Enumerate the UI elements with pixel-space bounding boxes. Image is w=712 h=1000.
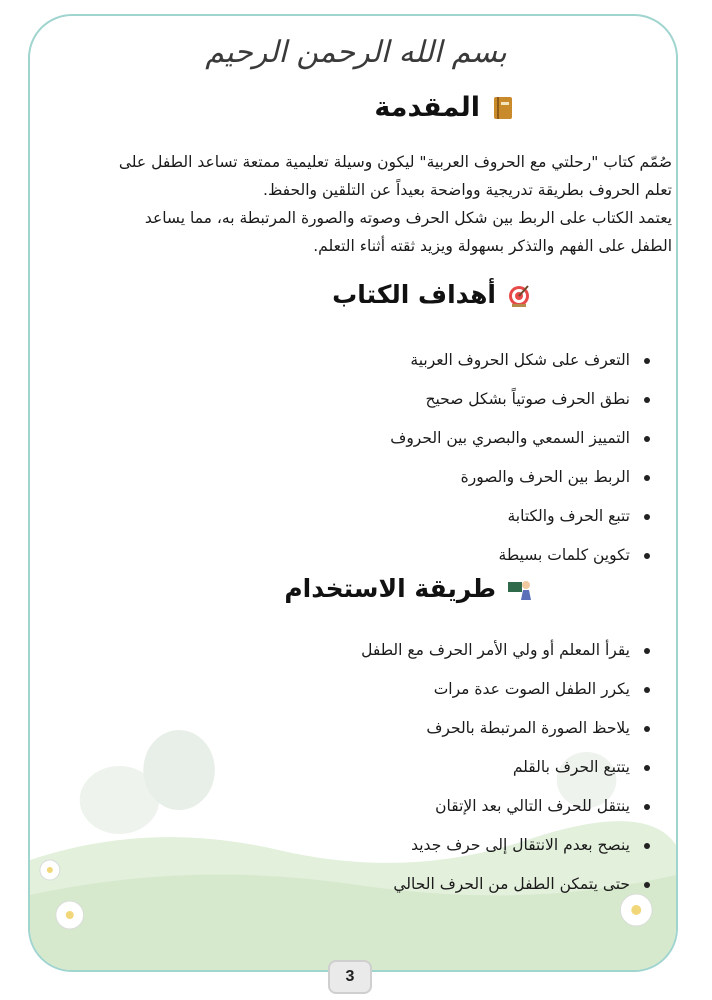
rock-shape	[143, 730, 215, 810]
list-item: تكوين كلمات بسيطة	[252, 536, 652, 575]
list-item: تتبع الحرف والكتابة	[252, 497, 652, 536]
book-icon	[490, 95, 516, 121]
target-icon	[506, 282, 532, 308]
list-item: حتى يتمكن الطفل من الحرف الحالي	[252, 865, 652, 904]
list-item: يقرأ المعلم أو ولي الأمر الحرف مع الطفل	[252, 631, 652, 670]
usage-title: طريقة الاستخدام	[284, 574, 496, 603]
intro-title: المقدمة	[374, 92, 480, 123]
list-item: ينصح بعدم الانتقال إلى حرف جديد	[252, 826, 652, 865]
usage-list	[252, 631, 652, 904]
list-item: يتتبع الحرف بالقلم	[252, 748, 652, 787]
list-item: يكرر الطفل الصوت عدة مرات	[252, 670, 652, 709]
intro-heading	[374, 92, 516, 123]
usage-heading	[284, 574, 532, 603]
intro-paragraph-2: يعتمد الكتاب على الربط بين شكل الحرف وصوته والصورة المرتبطة به، مما يساعد الطفل على الفهم والتذكر بسهولة ويزيد ثقته أثناء التعلم.	[144, 209, 672, 255]
page-number-badge: 3	[328, 960, 372, 994]
basmala-calligraphy	[0, 22, 712, 82]
basmala-text: بسم الله الرحمن الرحيم	[205, 34, 507, 70]
list-item: التعرف على شكل الحروف العربية	[252, 341, 652, 380]
teacher-icon	[506, 576, 532, 602]
intro-paragraph-1: صُمّم كتاب "رحلتي مع الحروف العربية" ليكون وسيلة تعليمية ممتعة تساعد الطفل على تعلم الحروف بطريقة تدريجية وواضحة بعيداً عن التلقين والحفظ.	[118, 153, 672, 199]
goals-title: أهداف الكتاب	[332, 280, 496, 309]
list-item: التمييز السمعي والبصري بين الحروف	[252, 419, 652, 458]
intro-paragraph	[112, 148, 672, 260]
list-item: يلاحظ الصورة المرتبطة بالحرف	[252, 709, 652, 748]
list-item: نطق الحرف صوتياً بشكل صحيح	[252, 380, 652, 419]
goals-list	[252, 341, 652, 575]
list-item: ينتقل للحرف التالي بعد الإتقان	[252, 787, 652, 826]
goals-heading	[332, 280, 532, 309]
list-item: الربط بين الحرف والصورة	[252, 458, 652, 497]
